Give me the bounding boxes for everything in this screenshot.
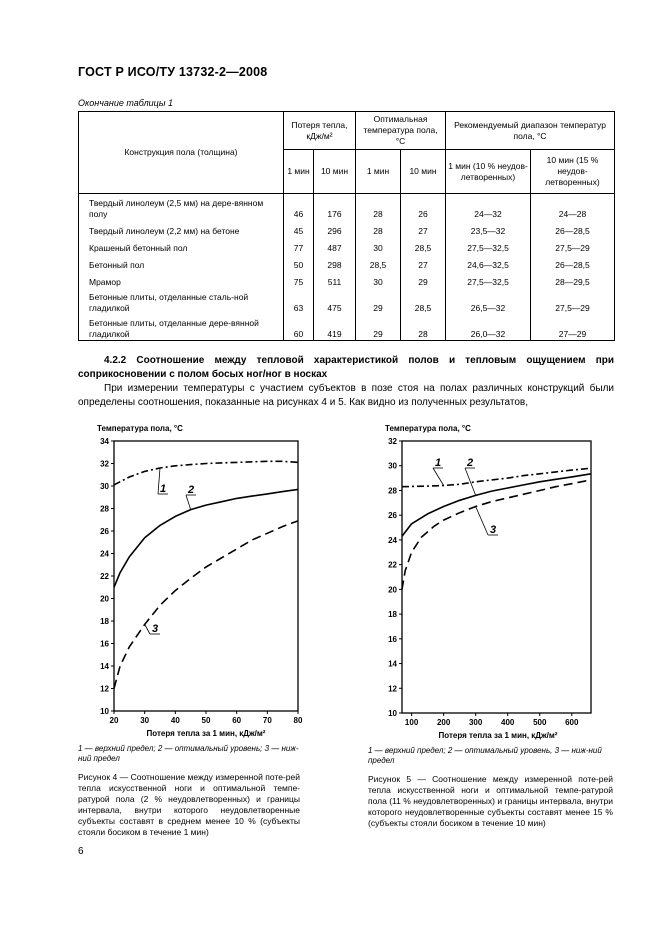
fig5-y-tick-label: 18 [388,610,397,620]
fig4-y-tick-label: 14 [100,662,109,671]
fig5-y-tick-label: 10 [388,709,397,718]
fig5-y-tick-label: 26 [388,511,397,521]
table-caption: Окончание таблицы 1 [78,98,173,108]
fig5-y-axis-label: Температура пола, °С [385,424,471,433]
cell: 296 [314,220,356,237]
fig4-x-tick-label: 60 [232,716,242,725]
header-recommended: Рекомендуемый диапазон температур пола, °С [446,112,615,150]
cell: 29 [401,271,446,288]
fig4-series-3-label: 3 [152,623,159,635]
sub-heat-10min: 10 мин [314,150,356,194]
cell: 28,5 [356,254,401,271]
fig4-x-tick-label: 40 [170,716,180,725]
fig5-y-tick-label: 32 [388,437,397,446]
sub-opt-1min: 1 мин [356,150,401,194]
cell: 24—32 [446,194,531,221]
fig5-x-tick-label: 600 [565,718,579,727]
fig4-y-tick-label: 24 [100,549,109,559]
cell: 27,5—29 [531,237,615,254]
row-name: Твердый линолеум (2,5 мм) на дере-вянном полу [79,194,284,221]
sub-opt-10min: 10 мин [401,150,446,194]
fig5-series-1-leader [433,468,444,486]
row-name: Мрамор [79,271,284,288]
fig4-y-tick-label: 26 [100,527,109,536]
document-header: ГОСТ Р ИСО/ТУ 13732-2—2008 [78,65,268,79]
fig5-series-2-label: 2 [467,457,474,469]
header-optimal: Оптимальная температура пола, °С [356,112,446,150]
cell: 26—28,5 [531,254,615,271]
cell: 28,5 [401,288,446,314]
figure-4-legend: 1 — верхний предел; 2 — оптимальный уровень; 3 — ниж-ний предел [78,744,299,763]
fig5-series-1-label: 1 [435,457,442,469]
header-construction: Конструкция пола (толщина) [79,112,284,194]
cell: 28 [356,194,401,221]
cell: 475 [314,288,356,314]
fig5-series-3-leader [476,507,488,535]
fig5-series-3-label: 3 [490,524,497,536]
sub-rec-1min: 1 мин (10 % неудов-летворенных) [446,150,531,194]
fig4-plot-frame [114,441,298,711]
cell: 46 [284,194,314,221]
cell: 45 [284,220,314,237]
row-name: Бетонные плиты, отделанные дере-вянной гладилкой [79,314,284,341]
row-name: Бетонные плиты, отделанные сталь-ной гладилкой [79,288,284,314]
fig5-plot-frame [402,441,591,713]
cell: 75 [284,271,314,288]
cell: 26,0—32 [446,314,531,341]
cell: 28 [401,314,446,341]
cell: 30 [356,271,401,288]
figure-4-caption: Рисунок 4 — Соотношение между измеренной поте-рей тепла искусственной ноги и оптимальной темпе-ратурой пола (2 % неудовлетворенных) и границы интервала, внутри которого неудовлетворенные субъекты составят в среднем менее 10 % (субъекты стояли босиком в течение 1 мин) [78,772,300,837]
page-number: 6 [78,846,84,857]
cell: 27,5—32,5 [446,271,531,288]
fig5-y-tick-label: 24 [388,535,397,545]
row-name: Бетонный пол [79,254,284,271]
fig4-x-tick-label: 70 [262,716,272,725]
sub-rec-10min: 10 мин (15 % неудов-летворенных) [531,150,615,194]
fig5-x-tick-label: 300 [468,718,483,727]
fig5-y-tick-label: 22 [388,560,397,570]
cell: 27 [401,220,446,237]
fig4-y-tick-label: 18 [100,617,109,626]
cell: 63 [284,288,314,314]
fig5-series-2-leader [465,468,476,495]
cell: 511 [314,271,356,288]
fig5-y-tick-label: 16 [388,634,397,644]
cell: 24,6—32,5 [446,254,531,271]
fig5-x-tick-label: 500 [533,718,547,727]
fig4-series-2-label: 2 [188,484,195,496]
fig5-series-1-line [402,468,591,487]
cell: 28 [356,220,401,237]
cell: 27—29 [531,314,615,341]
fig5-y-tick-label: 30 [388,461,397,471]
cell: 29 [356,288,401,314]
row-name: Крашеный бетонный пол [79,237,284,254]
fig4-series-2-leader [186,495,191,510]
row-name: Твердый линолеум (2,2 мм) на бетоне [79,220,284,237]
body-paragraph: При измерении температуры с участием субъектов в позе стоя на полах различных конструкций были определены соотношения, показанные на рисунках 4 и 5. Как видно из полученных результатов, [78,383,614,408]
fig4-x-axis-label: Потеря тепла за 1 мин, кДж/м² [146,729,266,738]
fig4-y-tick-label: 28 [100,504,109,514]
cell: 298 [314,254,356,271]
fig4-x-tick-label: 30 [140,716,150,725]
section-title: 4.2.2 Соотношение между тепловой характеристикой полов и тепловым ощущением при соприкосновении с полом босых ног/ног в носках [78,355,614,380]
fig4-y-tick-label: 22 [100,572,109,581]
fig4-y-tick-label: 16 [100,639,109,649]
fig5-x-tick-label: 100 [404,718,419,727]
fig4-y-tick-label: 30 [100,482,109,491]
cell: 487 [314,237,356,254]
cell: 27,5—32,5 [446,237,531,254]
cell: 30 [356,237,401,254]
fig5-x-tick-label: 400 [501,718,515,727]
cell: 28—29,5 [531,271,615,288]
fig4-series-2-line [114,489,298,587]
sub-heat-1min: 1 мин [284,150,314,194]
cell: 60 [284,314,314,341]
cell: 26,5—32 [446,288,531,314]
fig4-y-tick-label: 12 [100,684,109,694]
header-heat-loss: Потеря тепла, кДж/м² [284,112,356,150]
cell: 50 [284,254,314,271]
cell: 26—28,5 [531,220,615,237]
fig4-y-tick-label: 10 [100,707,109,716]
cell: 176 [314,194,356,221]
cell: 28,5 [401,237,446,254]
fig4-y-tick-label: 34 [100,437,109,446]
fig4-x-tick-label: 20 [109,716,119,725]
cell: 27 [401,254,446,271]
cell: 419 [314,314,356,341]
cell: 29 [356,314,401,341]
fig5-series-2-line [402,474,591,536]
fig4-x-tick-label: 50 [201,716,211,725]
fig4-series-3-line [114,521,298,689]
fig5-y-tick-label: 12 [388,684,397,694]
figure-5-legend: 1 — верхний предел; 2 — оптимальный уровень, 3 — ниж-ний предел [368,746,602,765]
fig4-series-1-line [114,461,298,485]
fig4-y-tick-label: 20 [100,594,109,604]
fig5-x-axis-label: Потеря тепла за 1 мин, кДж/м² [438,731,558,740]
fig4-y-tick-label: 32 [100,459,109,469]
fig4-series-3-leader [145,624,150,634]
cell: 77 [284,237,314,254]
cell: 26 [401,194,446,221]
fig5-y-tick-label: 28 [388,486,397,496]
fig5-x-tick-label: 200 [436,718,451,727]
fig4-y-axis-label: Температура пола, °С [97,424,183,433]
fig5-y-tick-label: 20 [388,585,397,595]
cell: 24—28 [531,194,615,221]
fig5-y-tick-label: 14 [388,659,397,669]
fig4-series-1-label: 1 [160,483,167,495]
cell: 27,5—29 [531,288,615,314]
fig4-x-tick-label: 80 [293,716,303,725]
cell: 23,5—32 [446,220,531,237]
figure-5-caption: Рисунок 5 — Соотношение между измеренной поте-рей тепла искусственной ноги и оптимальной темпе-ратурой пола (11 % неудовлетворенных) и границы интервала, внутри которого неудовлетворенные субъекты составят менее 15 % (субъекты стояли босиком в течение 10 мин) [368,774,613,828]
